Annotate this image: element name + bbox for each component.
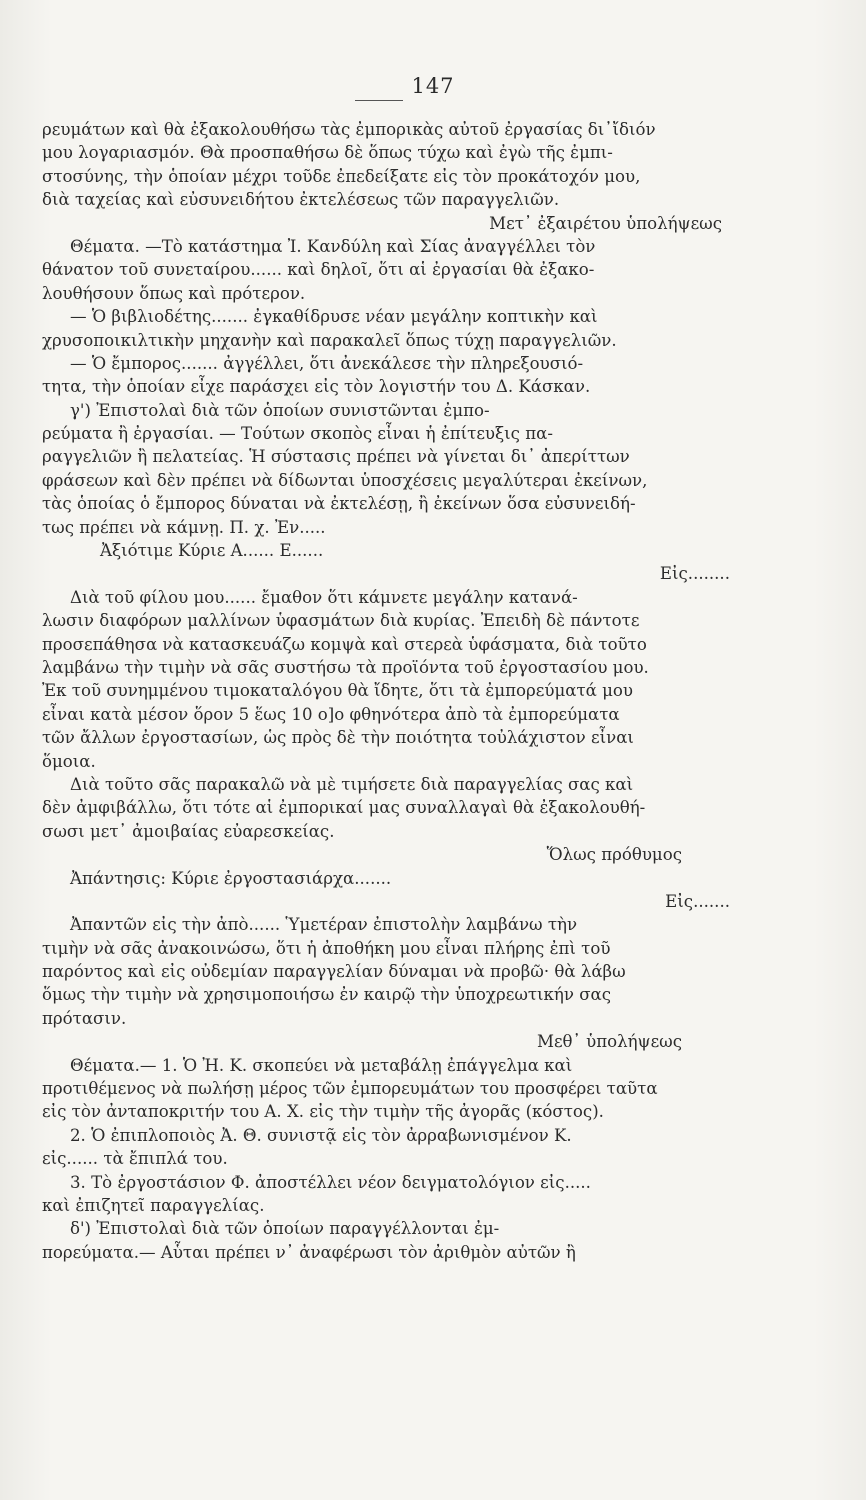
- text-line: καὶ ἐπιζητεῖ παραγγελίας.: [42, 1195, 265, 1215]
- text-line: πορεύματα.— Αὗται πρέπει ν᾽ ἀναφέρωσι τὸν ἀριθμὸν αὐτῶν ἢ: [42, 1242, 576, 1262]
- text-line: σωσι μετ᾽ ἀμοιβαίας εὐαρεσκείας.: [42, 821, 335, 841]
- text-line: θάνατον τοῦ συνεταίρου...... καὶ δηλοῖ, ὅτι αἱ ἐργασίαι θὰ ἐξακο-: [42, 260, 595, 280]
- text-line: λαμβάνω τὴν τιμὴν νὰ σᾶς συστήσω τὰ προϊόντα τοῦ ἐργοστασίου μου.: [42, 657, 649, 677]
- text-line: στοσύνης, τὴν ὁποίαν μέχρι τοῦδε ἐπεδείξατε εἰς τὸν προκάτοχόν μου,: [42, 166, 641, 186]
- text-line: ὅμοια.: [42, 751, 96, 771]
- text-line: γ') Ἐπιστολαὶ διὰ τῶν ὁποίων συνιστῶνται ἐμπο-: [70, 400, 490, 420]
- text-line: Μετ᾽ ἐξαιρέτου ὑπολήψεως: [489, 213, 722, 233]
- text-line: λωσιν διαφόρων μαλλίνων ὑφασμάτων διὰ κυρίας. Ἐπειδὴ δὲ πάντοτε: [42, 611, 640, 631]
- text-line: Ἀπαντῶν εἰς τὴν ἀπὸ...... Ὑμετέραν ἐπιστολὴν λαμβάνω τὴν: [70, 915, 578, 935]
- text-line: Εἰς........: [659, 564, 730, 584]
- text-line: προτιθέμενος νὰ πωλήσῃ μέρος τῶν ἐμπορευμάτων του προσφέρει ταῦτα: [42, 1079, 658, 1099]
- text-line: προσεπάθησα νὰ κατασκευάζω κομψὰ καὶ στερεὰ ὑφάσματα, διὰ τοῦτο: [42, 634, 647, 654]
- text-line: Ὅλως πρόθυμος: [546, 845, 682, 865]
- text-line: μου λογαριασμόν. Θὰ προσπαθήσω δὲ ὅπως τύχω καὶ ἐγὼ τῆς ἐμπι-: [42, 143, 613, 163]
- text-line: τὰς ὁποίας ὁ ἔμπορος δύναται νὰ ἐκτελέσῃ, ἢ ἐκείνων ὅσα εὐσυνειδή-: [42, 494, 636, 514]
- text-line: λουθήσουν ὅπως καὶ πρότερον.: [42, 283, 306, 303]
- text-line: — Ὁ ἔμπορος....... ἀγγέλλει, ὅτι ἀνεκάλεσε τὴν πληρεξουσιό-: [70, 353, 584, 373]
- text-line: Θέματα. —Τὸ κατάστημα Ἰ. Κανδύλη καὶ Σίας ἀναγγέλλει τὸν: [70, 236, 596, 256]
- text-line: τῶν ἄλλων ἐργοστασίων, ὡς πρὸς δὲ τὴν ποιότητα τοὐλάχιστον εἶναι: [42, 728, 634, 748]
- text-line: Διὰ τοῦ φίλου μου...... ἔμαθον ὅτι κάμνετε μεγάλην κατανά-: [70, 587, 578, 607]
- text-line: εἰς τὸν ἀνταποκριτήν του Α. Χ. εἰς τὴν τιμὴν τῆς ἀγορᾶς (κόστος).: [42, 1102, 604, 1122]
- text-line: τητα, τὴν ὁποίαν εἶχε παράσχει εἰς τὸν λογιστήν του Δ. Κάσκαν.: [42, 377, 591, 397]
- text-line: δ') Ἐπιστολαὶ διὰ τῶν ὁποίων παραγγέλλονται ἐμ-: [70, 1219, 500, 1239]
- text-line: Εἰς.......: [665, 891, 730, 911]
- text-line: χρυσοποικιλτικὴν μηχανὴν καὶ παρακαλεῖ ὅπως τύχῃ παραγγελιῶν.: [42, 330, 617, 350]
- text-line: διὰ ταχείας καὶ εὐσυνειδήτου ἐκτελέσεως τῶν παραγγελιῶν.: [42, 190, 560, 210]
- text-line: Ἀξιότιμε Κύριε Α...... Ε......: [100, 541, 324, 561]
- text-line: Διὰ τοῦτο σᾶς παρακαλῶ νὰ μὲ τιμήσετε διὰ παραγγελίας σας καὶ: [70, 774, 634, 794]
- text-line: ὅμως τὴν τιμὴν νὰ χρησιμοποιήσω ἐν καιρῷ τὴν ὑποχρεωτικήν σας: [42, 985, 612, 1005]
- text-line: τως πρέπει νὰ κάμνῃ. Π. χ. Ἐν.....: [42, 517, 326, 537]
- text-line: πρότασιν.: [42, 1008, 127, 1028]
- body-text: [42, 118, 742, 1264]
- text-line: Θέματα.— 1. Ὁ Ἠ. Κ. σκοπεύει νὰ μεταβάλῃ ἐπάγγελμα καὶ: [70, 1055, 573, 1075]
- page-number: 147: [411, 74, 455, 98]
- text-line: φράσεων καὶ δὲν πρέπει νὰ δίδωνται ὑποσχέσεις μεγαλύτεραι ἐκείνων,: [42, 470, 648, 490]
- text-line: παρόντος καὶ εἰς οὐδεμίαν παραγγελίαν δύναμαι νὰ προβῶ· θὰ λάβω: [42, 962, 626, 982]
- page-number-rule: [355, 100, 403, 101]
- text-line: — Ὁ βιβλιοδέτης....... ἐγκαθίδρυσε νέαν μεγάλην κοπτικὴν καὶ: [70, 307, 598, 327]
- text-line: Ἐκ τοῦ συνημμένου τιμοκαταλόγου θὰ ἴδητε, ὅτι τὰ ἐμπορεύματά μου: [42, 681, 633, 701]
- text-line: ραγγελιῶν ἢ πελατείας. Ἡ σύστασις πρέπει νὰ γίνεται δι᾽ ἀπερίττων: [42, 447, 630, 467]
- text-line: Μεθ᾽ ὑπολήψεως: [536, 1032, 682, 1052]
- text-line: δὲν ἀμφιβάλλω, ὅτι τότε αἱ ἐμπορικαί μας συναλλαγαὶ θὰ ἐξακολουθή-: [42, 798, 646, 818]
- text-line: εἰς...... τὰ ἔπιπλά του.: [42, 1149, 228, 1169]
- text-line: Ἀπάντησις: Κύριε ἐργοστασιάρχα.......: [70, 868, 392, 888]
- text-line: εἶναι κατὰ μέσον ὅρον 5 ἕως 10 ο]ο φθηνότερα ἀπὸ τὰ ἐμπορεύματα: [42, 704, 620, 724]
- text-line: ρεύματα ἢ ἐργασίαι. — Τούτων σκοπὸς εἶναι ἡ ἐπίτευξις πα-: [42, 424, 553, 444]
- text-line: ρευμάτων καὶ θὰ ἐξακολουθήσω τὰς ἐμπορικὰς αὐτοῦ ἐργασίας δι᾽ἴδιόν: [42, 120, 656, 139]
- text-line: τιμὴν νὰ σᾶς ἀνακοινώσω, ὅτι ἡ ἀποθήκη μου εἶναι πλήρης ἐπὶ τοῦ: [42, 938, 611, 958]
- text-line: 2. Ὁ ἐπιπλοποιὸς Ἀ. Θ. συνιστᾷ εἰς τὸν ἀρραβωνισμένον Κ.: [70, 1125, 572, 1145]
- text-line: 3. Τὸ ἐργοστάσιον Φ. ἀποστέλλει νέον δειγματολόγιον εἰς.....: [70, 1172, 591, 1192]
